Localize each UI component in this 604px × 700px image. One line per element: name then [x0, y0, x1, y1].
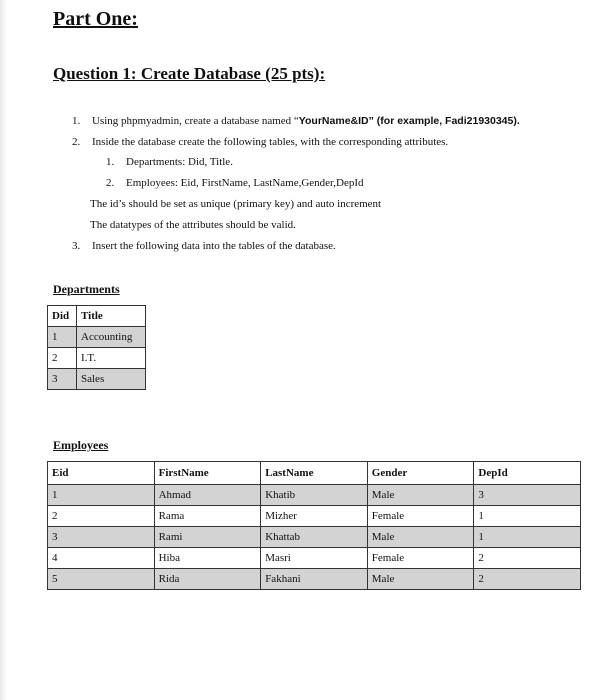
- table-cell: Sales: [77, 369, 146, 390]
- item-bold-text: YourName&ID” (for example, Fadi21930345).: [298, 115, 520, 127]
- header-cell: DepId: [474, 462, 581, 485]
- instruction-note-2: The datatypes of the attributes should be valid.: [90, 219, 296, 231]
- table-cell: Male: [367, 569, 474, 590]
- table-row: [48, 506, 581, 527]
- part-title: Part One:: [53, 8, 138, 30]
- instruction-item-3: [72, 240, 336, 252]
- table-row: [48, 548, 581, 569]
- table-cell: 1: [48, 485, 155, 506]
- table-cell: Accounting: [77, 327, 146, 348]
- item-number: 2.: [72, 136, 81, 148]
- table-row: [48, 369, 146, 390]
- table-cell: 3: [48, 369, 77, 390]
- table-cell: Mizher: [261, 506, 368, 527]
- header-cell: LastName: [261, 462, 368, 485]
- subitem-text: Departments: Did, Title.: [126, 156, 233, 168]
- table-cell: Female: [367, 506, 474, 527]
- table-cell: Khatib: [261, 485, 368, 506]
- subitem-number: 1.: [106, 156, 115, 168]
- table-cell: I.T.: [77, 348, 146, 369]
- header-cell: Did: [48, 306, 77, 327]
- table-cell: 3: [474, 485, 581, 506]
- instruction-subitem-2: [106, 177, 364, 189]
- table-cell: Masri: [261, 548, 368, 569]
- table-cell: Ahmad: [154, 485, 261, 506]
- table-cell: 1: [474, 527, 581, 548]
- item-text: Insert the following data into the tables of the database.: [92, 240, 336, 252]
- item-number: 1.: [72, 115, 81, 127]
- table-cell: 1: [48, 327, 77, 348]
- departments-caption: Departments: [53, 282, 120, 296]
- instruction-subitem-1: [106, 156, 233, 168]
- item-text: Inside the database create the following tables, with the corresponding attributes.: [92, 136, 449, 148]
- table-cell: 1: [474, 506, 581, 527]
- header-cell: FirstName: [154, 462, 261, 485]
- table-cell: Khattab: [261, 527, 368, 548]
- table-row: [48, 348, 146, 369]
- employees-table: [47, 461, 581, 590]
- instruction-note-1: The id’s should be set as unique (primary key) and auto increment: [90, 198, 382, 210]
- item-text: Using phpmyadmin, create a database named “: [92, 115, 299, 127]
- table-cell: Rama: [154, 506, 261, 527]
- header-cell: Title: [77, 306, 146, 327]
- table-row: [48, 527, 581, 548]
- instruction-item-2: [72, 136, 448, 148]
- table-cell: 3: [48, 527, 155, 548]
- table-cell: 4: [48, 548, 155, 569]
- page-edge-shadow: [0, 0, 6, 700]
- table-cell: Male: [367, 485, 474, 506]
- table-cell: Rami: [154, 527, 261, 548]
- subitem-text: Employees: Eid, FirstName, LastName,Gender,DepId: [126, 177, 364, 189]
- header-cell: Eid: [48, 462, 155, 485]
- table-cell: Hiba: [154, 548, 261, 569]
- table-cell: Fakhani: [261, 569, 368, 590]
- instruction-item-1: [72, 115, 520, 127]
- table-cell: 2: [48, 348, 77, 369]
- subitem-number: 2.: [106, 177, 115, 189]
- table-cell: 2: [474, 569, 581, 590]
- table-cell: Rida: [154, 569, 261, 590]
- employees-caption: Employees: [53, 438, 109, 452]
- table-cell: 2: [474, 548, 581, 569]
- departments-table: [47, 305, 146, 390]
- table-header-row: [48, 306, 146, 327]
- table-header-row: [48, 462, 581, 485]
- table-row: [48, 569, 581, 590]
- table-cell: Male: [367, 527, 474, 548]
- header-cell: Gender: [367, 462, 474, 485]
- question-title: Question 1: Create Database (25 pts):: [53, 64, 326, 83]
- table-cell: Female: [367, 548, 474, 569]
- table-cell: 2: [48, 506, 155, 527]
- item-number: 3.: [72, 240, 81, 252]
- table-row: [48, 485, 581, 506]
- table-row: [48, 327, 146, 348]
- table-cell: 5: [48, 569, 155, 590]
